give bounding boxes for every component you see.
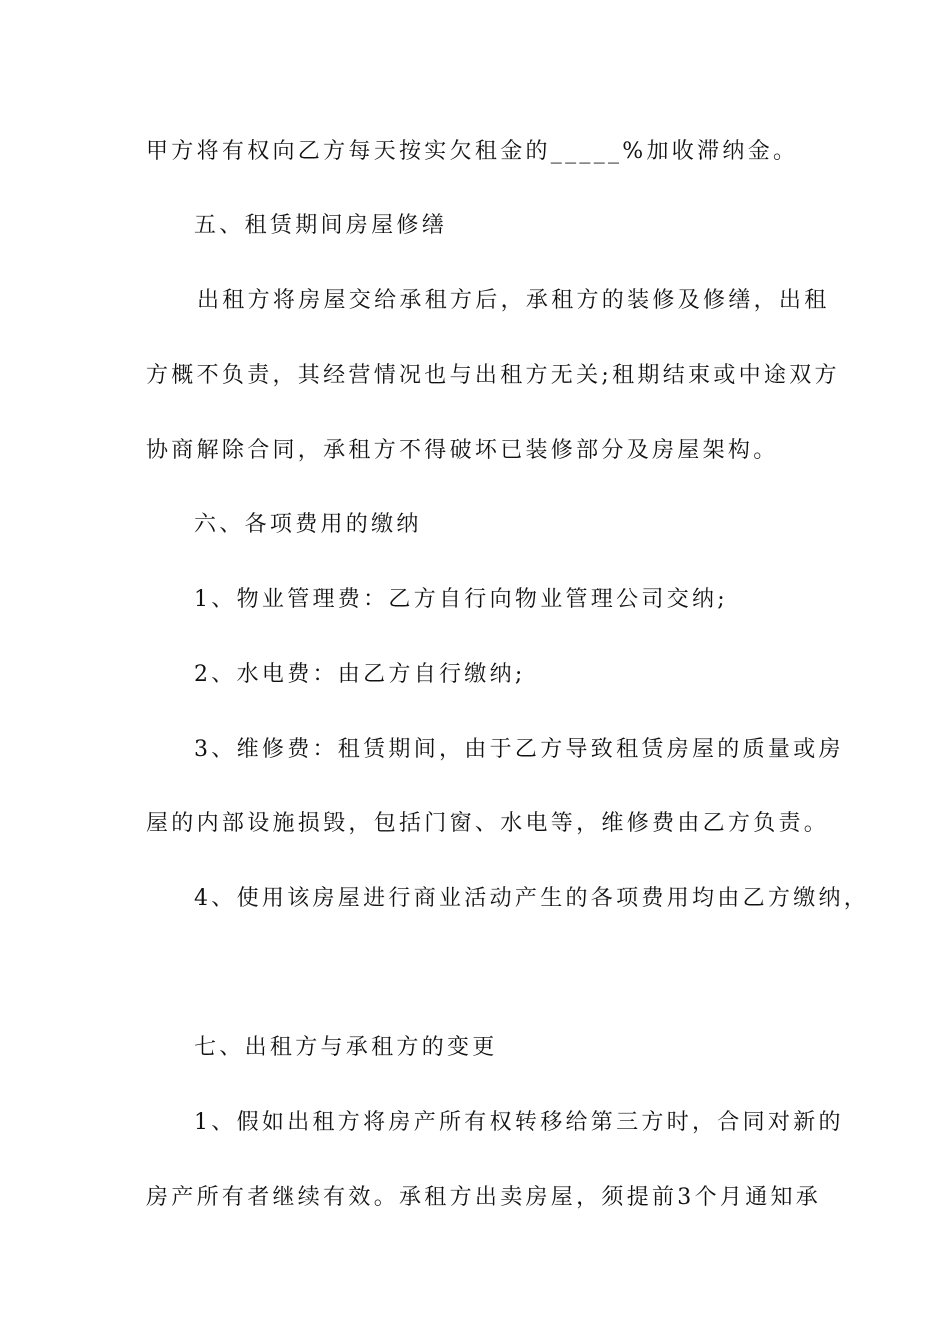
section-heading-5: 五、租赁期间房屋修缮 bbox=[194, 213, 448, 238]
text-line-fee-4: 4、使用该房屋进行商业活动产生的各项费用均由乙方缴纳， bbox=[194, 886, 870, 911]
text-line-repair-3: 协商解除合同，承租方不得破坏已装修部分及房屋架构。 bbox=[146, 438, 779, 463]
text-line-change-1b: 房产所有者继续有效。承租方出卖房屋，须提前3个月通知承 bbox=[146, 1185, 822, 1210]
text-line-fee-3b: 屋的内部设施损毁，包括门窗、水电等，维修费由乙方负责。 bbox=[146, 811, 830, 836]
text-line-fee-1: 1、物业管理费：乙方自行向物业管理公司交纳; bbox=[194, 587, 729, 612]
text-line-fee-2: 2、水电费：由乙方自行缴纳; bbox=[194, 662, 526, 687]
section-heading-7: 七、出租方与承租方的变更 bbox=[194, 1035, 498, 1060]
text-line-repair-2: 方概不负责，其经营情况也与出租方无关;租期结束或中途双方 bbox=[146, 363, 840, 388]
text-line-penalty: 甲方将有权向乙方每天按实欠租金的_____%加收滞纳金。 bbox=[146, 139, 799, 164]
text-line-repair-1: 出租方将房屋交给承租方后，承租方的装修及修缮，出租 bbox=[197, 288, 830, 313]
text-line-change-1a: 1、假如出租方将房产所有权转移给第三方时，合同对新的 bbox=[194, 1110, 844, 1135]
text-line-fee-3a: 3、维修费：租赁期间，由于乙方导致租赁房屋的质量或房 bbox=[194, 737, 844, 762]
section-heading-6: 六、各项费用的缴纳 bbox=[194, 512, 422, 537]
